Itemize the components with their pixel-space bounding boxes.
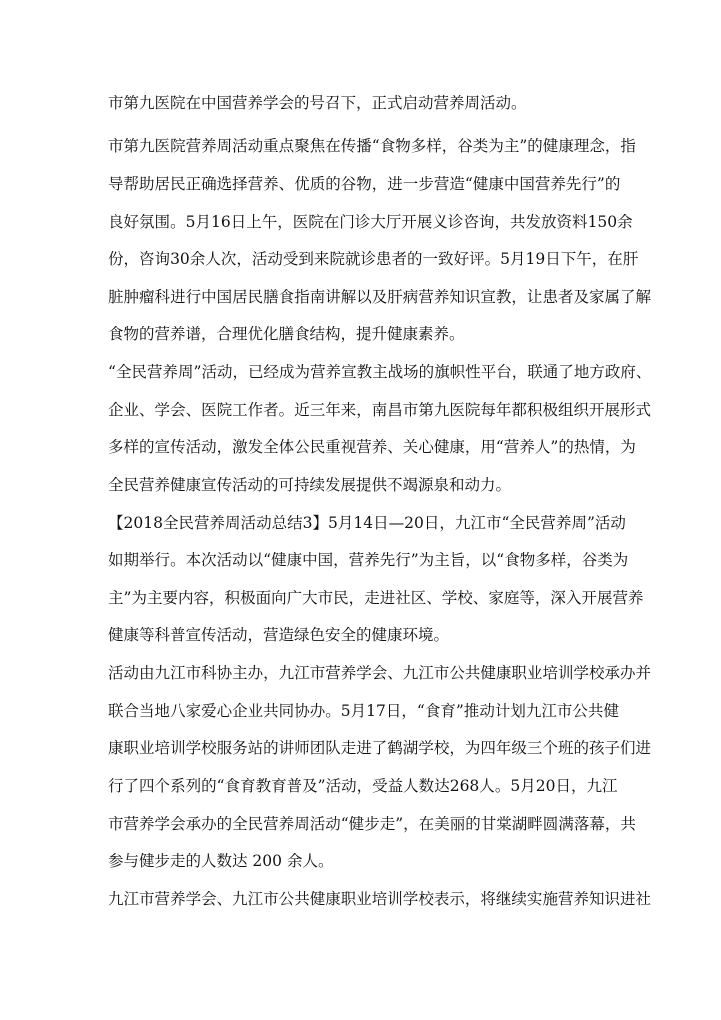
- text-line: 活 动 由 九 江 市 科 协 主 办 ， 九 江 市 营 养 学 会 、 九 江 市 公 共 健 康 职 业 培 训 学 校 承 办 并: [108, 664, 652, 682]
- text-line: 导 帮 助 居 民 正 确 选 择 营 养 、 优 质 的 谷 物 ， 进 一 步 营 造 “ 健 康 中 国 营 养 先 行 ” 的: [108, 175, 621, 193]
- text-line: 健康等科普宣传活动，营造绿色安全的健康环境。: [108, 626, 450, 644]
- text-line: 市 营 养 学 会 承 办 的 全 民 营 养 周 活 动 “ 健 步 走 ” ， 在 美 丽 的 甘 棠 湖 畔 圆 满 落 幕 ， 共: [108, 815, 636, 833]
- text-line: 份 ， 咨 询 30 余 人 次 ， 活 动 受 到 来 院 就 诊 患 者 的 一 致 好 评 。 5 月 19 日 下 午 ， 在 肝: [108, 250, 639, 268]
- text-line: 康 职 业 培 训 学 校 服 务 站 的 讲 师 团 队 走 进 了 鹤 湖 学 校 ， 为 四 年 级 三 个 班 的 孩 子 们 进: [108, 739, 652, 757]
- text-line: 联 合 当 地 八 家 爱 心 企 业 共 同 协 办 。 5 月 17 日 ， “ 食 育 ” 推 动 计 划 九 江 市 公 共 健: [108, 702, 619, 720]
- text-line: 良 好 氛 围 。 5 月 16 日 上 午 ， 医 院 在 门 诊 大 厅 开 展 义 诊 咨 询 ， 共 发 放 资 料 150 余: [108, 213, 633, 231]
- text-line: 如 期 举 行 。 本 次 活 动 以 “ 健 康 中 国 ， 营 养 先 行 ” 为 主 旨 ， 以 “ 食 物 多 样 ， 谷 类 为: [108, 551, 629, 569]
- text-line: 行 了 四 个 系 列 的 “ 食 育 教 育 普 及 ” 活 动 ， 受 益 人 数 达 268 人 。 5 月 20 日 ， 九 江: [108, 777, 618, 795]
- text-line: 【 2018 全 民 营 养 周 活 动 总 结 3 】 5 月 14 日 — 20 日 ， 九 江 市 “ 全 民 营 养 周 ” 活 动: [108, 514, 626, 532]
- text-line: “ 全 民 营 养 周 ” 活 动 ， 已 经 成 为 营 养 宣 教 主 战 场 的 旗 帜 性 平 台 ， 联 通 了 地 方 政 府 、: [108, 363, 652, 381]
- text-line: 企 业 、 学 会 、 医 院 工 作 者 。 近 三 年 来 ， 南 昌 市 第 九 医 院 每 年 都 积 极 组 织 开 展 形 式: [108, 401, 652, 419]
- text-line: 九 江 市 营 养 学 会 、 九 江 市 公 共 健 康 职 业 培 训 学 校 表 示 ， 将 继 续 实 施 营 养 知 识 进 社: [108, 890, 652, 908]
- text-line: 市 第 九 医 院 营 养 周 活 动 重 点 聚 焦 在 传 播 “ 食 物 多 样 ， 谷 类 为 主 ” 的 健 康 理 念 ， 指: [108, 137, 636, 155]
- text-line: 食物的营养谱，合理优化膳食结构，提升健康素养。: [108, 325, 465, 343]
- text-line: 市第九医院在中国营养学会的号召下，正式启动营养周活动。: [108, 94, 527, 112]
- text-line: 脏 肿 瘤 科 进 行 中 国 居 民 膳 食 指 南 讲 解 以 及 肝 病 营 养 知 识 宣 教 ， 让 患 者 及 家 属 了 解: [108, 288, 652, 306]
- text-line: 参与健步走的人数达 200 余人。: [108, 852, 334, 870]
- text-line: 主 ” 为 主 要 内 容 ， 积 极 面 向 广 大 市 民 ， 走 进 社 区 、 学 校 、 家 庭 等 ， 深 入 开 展 营 养: [108, 589, 644, 607]
- text-line: 多 样 的 宣 传 活 动 ， 激 发 全 体 公 民 重 视 营 养 、 关 心 健 康 ， 用 “ 营 养 人 ” 的 热 情 ， 为: [108, 438, 636, 456]
- text-line: 全民营养健康宣传活动的可持续发展提供不竭源泉和动力。: [108, 476, 512, 494]
